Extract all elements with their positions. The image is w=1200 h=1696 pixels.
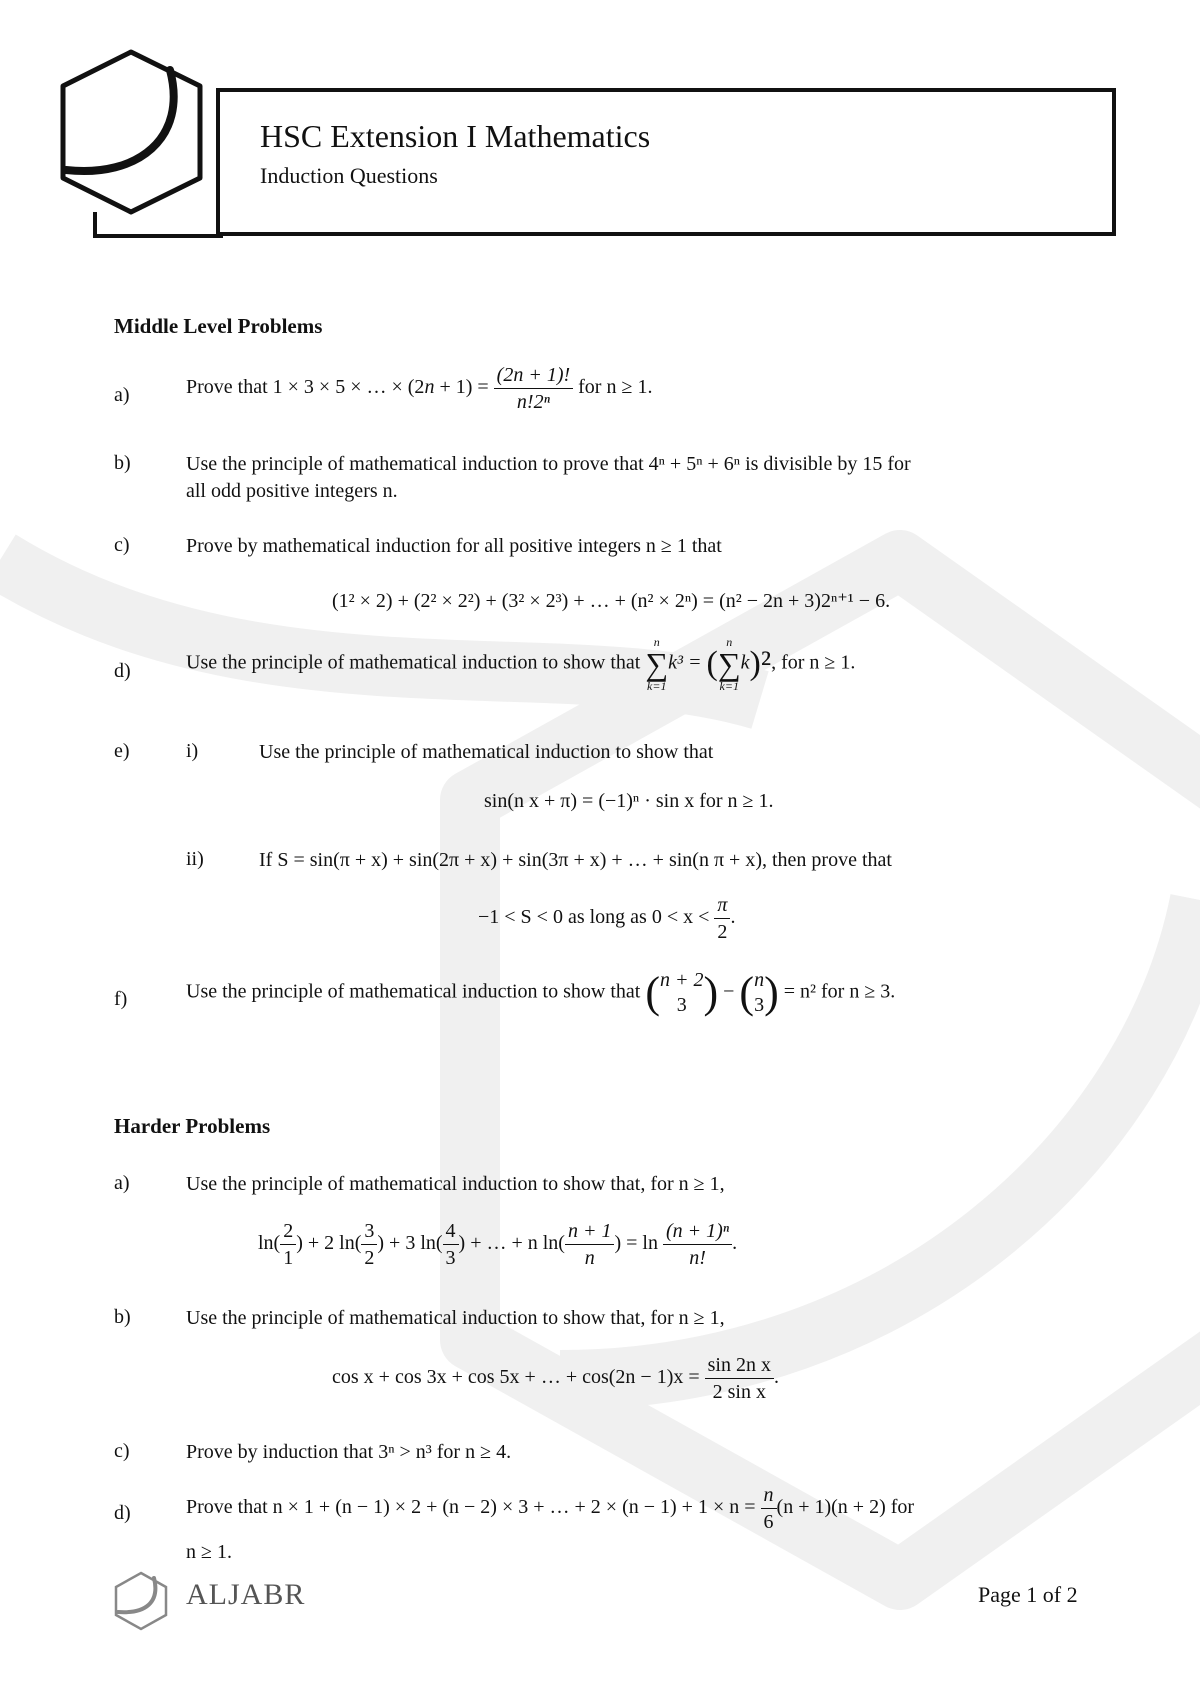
question-label: d): [114, 660, 131, 682]
fraction: $\frac{n}{6}$: [761, 1484, 777, 1533]
question-label: c): [114, 1440, 130, 1462]
aljabr-logo-icon: [112, 1570, 170, 1632]
question-text: n ≥ 1.: [186, 1541, 232, 1563]
section-heading-middle: Middle Level Problems: [114, 314, 323, 338]
fraction: $\frac{4}{3}$: [443, 1220, 459, 1269]
question-text: Use the principle of mathematical induction to show that, for n ≥ 1,: [186, 1307, 725, 1329]
fraction: $\frac{\text{sin 2n x}}{\text{2 sin x}}$: [705, 1354, 774, 1403]
question-label: d): [114, 1502, 131, 1524]
question-text: Use the principle of mathematical induction to prove that 4ⁿ + 5ⁿ + 6ⁿ is divisible by 15 for: [186, 453, 911, 475]
display-equation: −1 < S < 0 as long as 0 < x < $\frac{\pi}{2}$ .: [478, 894, 736, 943]
question-text: all odd positive integers n.: [186, 480, 398, 502]
display-equation: cos x + cos 3x + cos 5x + … + cos(2n − 1)x = $\frac{\text{sin 2n x}}{\text{2 sin x}}$ .: [332, 1354, 779, 1403]
hexagon-logo-icon: [58, 48, 208, 218]
question-text: Use the principle of mathematical induction to show that ( n + 2 3 ) − ( n 3 ) = n² for n ≥ 3.: [186, 968, 896, 1017]
question-label: b): [114, 1306, 131, 1328]
question-text: Use the principle of mathematical induction to show that: [259, 741, 714, 763]
fraction: $\frac{n + 1}{n}$: [565, 1220, 615, 1269]
question-label: c): [114, 534, 130, 556]
document-title: HSC Extension I Mathematics: [260, 118, 651, 154]
fraction: $\frac{3}{2}$: [361, 1220, 377, 1269]
question-label: e): [114, 740, 130, 762]
question-text: If S = sin(π + x) + sin(2π + x) + sin(3π + x) + … + sin(n π + x), then prove that: [259, 849, 892, 871]
binomial-coefficient: ( n 3 ): [739, 968, 779, 1017]
question-text: Prove by induction that 3ⁿ > n³ for n ≥ 4.: [186, 1441, 512, 1463]
section-heading-harder: Harder Problems: [114, 1114, 271, 1138]
header-bracket: [93, 234, 223, 238]
question-text: Prove that 1 × 3 × 5 × … × (2n + 1) = $\frac{(2n + 1)!}{\text{n!2ⁿ}}$ for n ≥ 1.: [186, 364, 653, 413]
question-label: f): [114, 988, 128, 1010]
display-equation: (1² × 2) + (2² × 2²) + (3² × 2³) + … + (n² × 2ⁿ) = (n² − 2n + 3)2ⁿ⁺¹ − 6.: [332, 590, 891, 612]
question-label: b): [114, 452, 131, 474]
footer-brand: ALJABR: [186, 1578, 306, 1611]
question-label: a): [114, 1172, 130, 1194]
question-text: Prove by mathematical induction for all positive integers n ≥ 1 that: [186, 535, 722, 557]
fraction: $\frac{\text{(n + 1)ⁿ}}{n!}$: [663, 1220, 732, 1269]
fraction: $\frac{(2n + 1)!}{\text{n!2ⁿ}}$: [494, 364, 573, 413]
document-subtitle: Induction Questions: [260, 163, 438, 188]
page-number: Page 1 of 2: [978, 1582, 1078, 1607]
subquestion-label: ii): [186, 848, 204, 870]
fraction: $\frac{\pi}{2}$: [714, 894, 730, 943]
display-equation: ln( $\frac{2}{1}$ ) + 2 ln( $\frac{3}{2}$ ) + 3 ln( $\frac{4}{3}$ ) + … + n ln( $\frac{n + 1}{n}$ ) = ln $\frac{\text{(n + 1)ⁿ}}{n!}$ .: [258, 1220, 738, 1269]
binomial-coefficient: ( n + 2 3 ): [645, 968, 719, 1017]
summation: n ∑ k=1: [717, 635, 741, 693]
question-text: Use the principle of mathematical induction to show that, for n ≥ 1,: [186, 1173, 725, 1195]
fraction: $\frac{2}{1}$: [280, 1220, 296, 1269]
subquestion-label: i): [186, 740, 199, 762]
question-label: a): [114, 384, 130, 406]
header-frame: [216, 88, 1116, 236]
question-text: Prove that n × 1 + (n − 1) × 2 + (n − 2) × 3 + … + 2 × (n − 1) + 1 × n = $\frac{n}{6}$ (n + 1)(n + 2) for: [186, 1484, 915, 1533]
summation: n ∑ k=1: [645, 635, 669, 693]
question-text: Use the principle of mathematical induction to show that n ∑ k=1 k³ = ( n ∑ k=1 k)², for n ≥ 1.: [186, 635, 856, 693]
display-equation: sin(n x + π) = (−1)ⁿ · sin x for n ≥ 1.: [484, 790, 774, 812]
